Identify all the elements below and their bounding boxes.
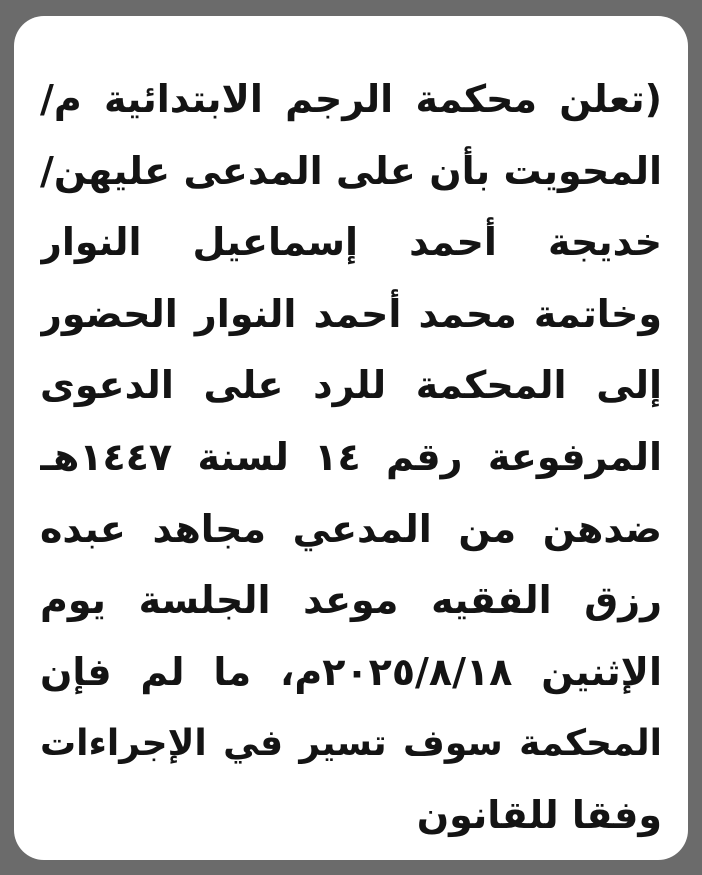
notice-line-9: الإثنين ٢٠٢٥/٨/١٨م، ما لم فإن (40, 649, 662, 694)
notice-line-7: ضدهن من المدعي مجاهد عبده (40, 506, 662, 551)
notice-body (40, 64, 662, 852)
notice-card (14, 16, 688, 860)
notice-line-10: المحكمة سوف تسير في الإجراءات (40, 723, 662, 765)
notice-line-5: إلى المحكمة للرد على الدعوى (40, 363, 662, 408)
notice-line-11: وفقا للقانون (416, 792, 662, 837)
notice-line-6: المرفوعة رقم ١٤ لسنة ١٤٤٧هـ (40, 434, 662, 479)
notice-line-8: رزق الفقيه موعد الجلسة يوم (40, 578, 662, 623)
notice-line-1: (تعلن محكمة الرجم الابتدائية م/ (40, 77, 662, 121)
notice-line-2: المحويت بأن على المدعى عليهن/ (40, 148, 662, 193)
notice-line-3: خديجة أحمد إسماعيل النوار (40, 220, 662, 265)
notice-line-4: وخاتمة محمد أحمد النوار الحضور (40, 291, 662, 336)
